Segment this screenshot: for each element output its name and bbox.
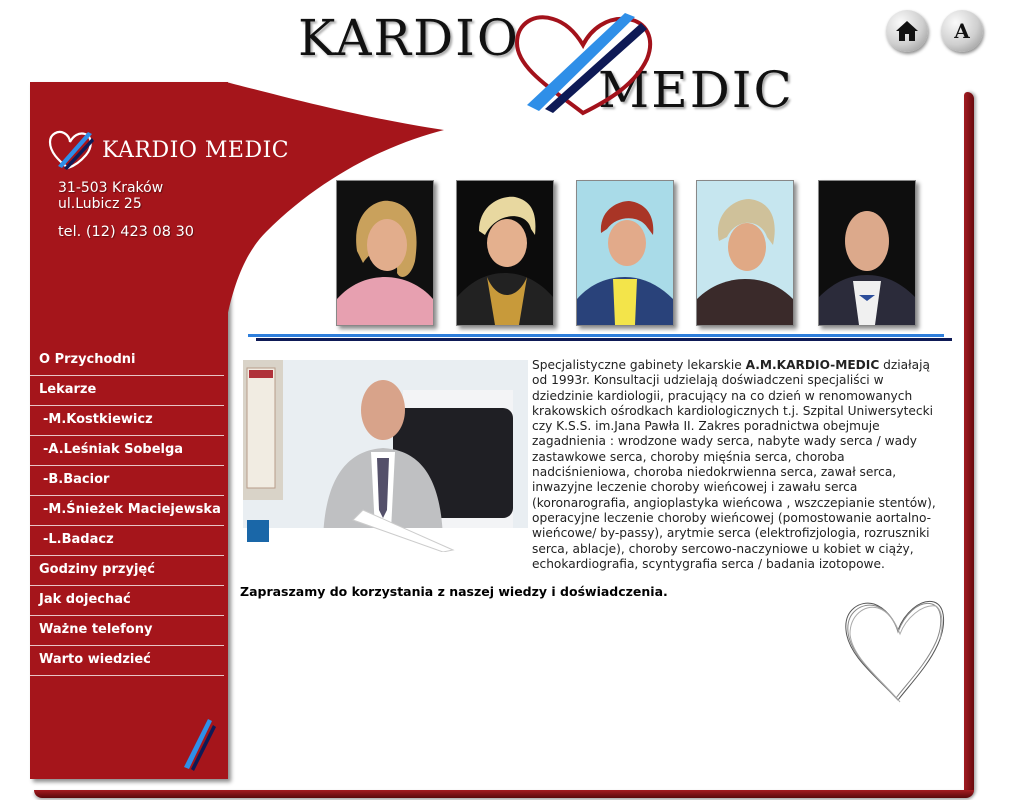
nav-kostkiewicz[interactable]: -M.Kostkiewicz: [30, 406, 224, 436]
nav-warto-wiedziec[interactable]: Warto wiedzieć: [30, 646, 224, 676]
frame-right-border: [964, 92, 974, 796]
nav-badacz[interactable]: -L.Badacz: [30, 526, 224, 556]
address-city: 31-503 Kraków: [58, 180, 164, 196]
intro-text: [240, 358, 940, 612]
sidebar-nav: [30, 346, 224, 676]
sidebar-logo-text: KARDIO MEDIC: [102, 137, 290, 163]
contact-info: [58, 180, 194, 240]
font-size-label: A: [954, 19, 970, 43]
invite-text: Zapraszamy do korzystania z naszej wiedzy i doświadczenia.: [240, 584, 668, 600]
heart-logo-icon: [495, 5, 675, 123]
nav-jak-dojechac[interactable]: Jak dojechać: [30, 586, 224, 616]
home-button[interactable]: [886, 10, 928, 52]
phone-number: tel. (12) 423 08 30: [58, 224, 195, 240]
doctor-photo-bacior[interactable]: [576, 180, 674, 326]
divider-navy: [256, 338, 952, 341]
heart-sketch-icon: [838, 590, 948, 705]
frame-bottom-border: [34, 790, 974, 798]
logo-word-kardio: KARDIO: [298, 9, 520, 67]
font-size-button[interactable]: [941, 10, 983, 52]
nav-lekarze[interactable]: Lekarze: [30, 376, 224, 406]
nav-sniezek-maciejewska[interactable]: -M.Śnieżek Maciejewska: [30, 496, 224, 526]
heart-logo-small-icon: [48, 128, 96, 172]
doctor-photo-lesniak-sobelga[interactable]: [456, 180, 554, 326]
logo-word-medic: MEDIC: [598, 61, 794, 119]
nav-lesniak-sobelga[interactable]: -A.Leśniak Sobelga: [30, 436, 224, 466]
doctor-photo-sniezek-maciejewska[interactable]: [696, 180, 794, 326]
doctor-photo-badacz[interactable]: [818, 180, 916, 326]
sidebar-logo: [48, 128, 289, 172]
nav-bacior[interactable]: -B.Bacior: [30, 466, 224, 496]
address-street: ul.Lubicz 25: [58, 196, 142, 212]
divider-blue: [248, 334, 944, 337]
doctor-photo-kostkiewicz[interactable]: [336, 180, 434, 326]
intro-body: działają od 1993r. Konsultacji udzielają doświadczeni specjaliści w dziedzinie kardiologii, pracujący na co dzień w renomowanych krakowskich ośrodkach kardiologicznych t.j. Szpital Uniwersytecki czy K.S.S. im.Jana Pawła II. Zakres poradnictwa obejmuje zagadnienia : wrodzone wady serca, nabyte wady serca / wady zastawkowe serca, choroby mięśnia serca, choroba nadciśnieniowa, choroba niedokrwienna serca, zawał serca, inwazyjne leczenie choroby wieńcowej i zawału serca (koronarografia, angioplastyka wieńcowa , wszczepianie stentów), operacyjne leczenie choroby wieńcowej (pomostowanie aortalno-wieńcowe/ by-passy), arytmie serca (elektrofizjologia, rozruszniki serca, ablacje), choroby sercowo-naczyniowe u kobiet w ciąży, echokardiografia, scyntygrafia serca / badania izotopowe.: [532, 358, 936, 571]
decor-stroke-icon: [180, 715, 220, 771]
doctor-photos: [336, 180, 926, 330]
brand-name-bold: A.M.KARDIO-MEDIC: [745, 358, 880, 372]
nav-o-przychodni[interactable]: O Przychodni: [30, 346, 224, 376]
intro-prefix: Specjalistyczne gabinety lekarskie: [532, 358, 746, 372]
home-icon: [894, 19, 920, 43]
photo-float-spacer: [240, 358, 532, 568]
nav-godziny-przyjec[interactable]: Godziny przyjęć: [30, 556, 224, 586]
nav-wazne-telefony[interactable]: Ważne telefony: [30, 616, 224, 646]
